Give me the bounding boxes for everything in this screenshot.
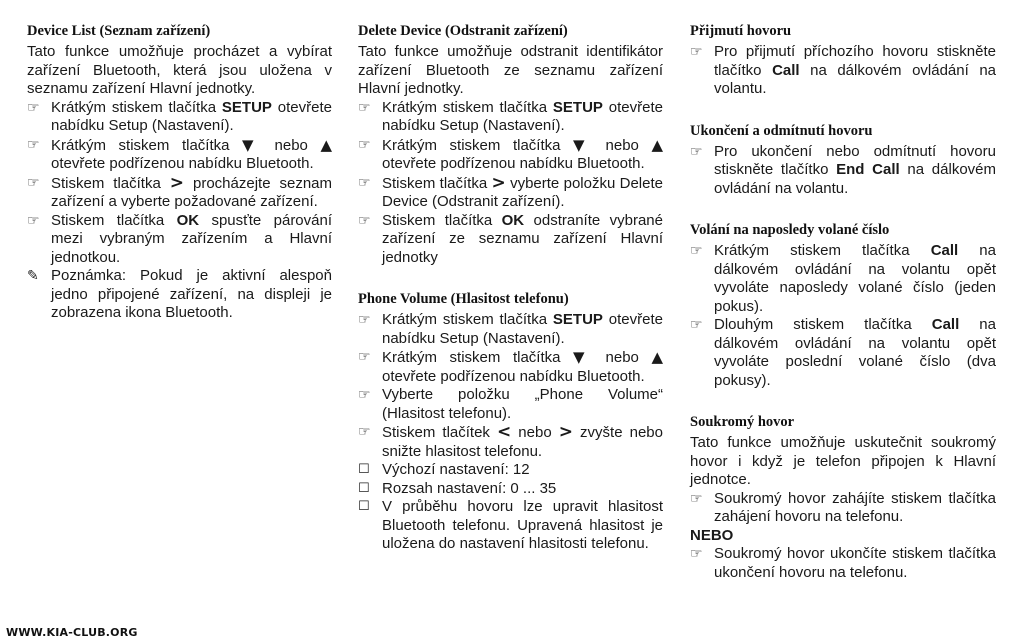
up-arrow-icon: ▲ — [651, 348, 663, 366]
pointing-hand-icon: ☞ — [690, 546, 703, 562]
end-call-key-label: End Call — [836, 161, 900, 178]
list-item: ☞ Dlouhým stiskem tlačítka Call na dálkovém ovládání na volantu opět vyvoláte poslední volané číslo (dva pokusy). — [690, 316, 996, 389]
list-item: ☞ Krátkým stiskem tlačítka SETUP otevřete nabídku Setup (Nastavení). — [27, 98, 332, 134]
column-1 — [27, 0, 332, 323]
list-item: ☞ Stiskem tlačítka OK odstraníte vybrané zařízení ze seznamu zařízení Hlavní jednotky — [358, 211, 663, 266]
list-item: ☞ Soukromý hovor ukončíte stiskem tlačítka ukončení hovoru na telefonu. — [690, 545, 996, 581]
checkbox-item: ☐ Rozsah nastavení: 0 ... 35 — [358, 479, 557, 497]
pointing-hand-icon: ☞ — [358, 99, 371, 116]
down-arrow-icon: ▼ — [573, 348, 593, 366]
list-item: ☞ Krátkým stiskem tlačítka Call na dálkovém ovládání na volantu opět vyvoláte naposledy volané číslo (jeden pokus). — [690, 242, 996, 315]
call-key-label: Call — [930, 242, 959, 259]
list-item: ☞ Vyberte položku „Phone Volume“ (Hlasitost telefonu). — [358, 386, 663, 422]
setup-key-label: SETUP — [552, 311, 603, 328]
pointing-hand-icon: ☞ — [690, 243, 703, 259]
or-label: NEBO — [690, 526, 734, 544]
down-arrow-icon: ▼ — [242, 135, 262, 154]
pointing-hand-icon: ☞ — [358, 174, 371, 191]
private-call-intro: Tato funkce umožňuje uskutečnit soukromý hovor i když je telefon připojen k Hlavní jednotce. — [690, 434, 996, 488]
device-list-intro: Tato funkce umožňuje procházet a vybírat zařízení Bluetooth, která jsou uložena v seznamu zařízení Hlavní jednotky. — [27, 43, 332, 97]
column-2 — [358, 0, 663, 554]
list-item: ☞ Stiskem tlačítka OK spusťte párování mezi vybraným zařízením a Hlavní jednotkou. — [27, 211, 333, 266]
delete-device-intro: Tato funkce umožňuje odstranit identifikátor zařízení Bluetooth ze seznamu zařízení Hlavní jednotky. — [358, 43, 663, 97]
pointing-hand-icon: ☞ — [358, 136, 371, 153]
list-item: ☞ Stiskem tlačítka > vyberte položku Delete Device (Odstranit zařízení). — [358, 172, 663, 210]
setup-key-label: SETUP — [221, 98, 272, 116]
list-item: ☞ Krátkým stiskem tlačítka ▼ nebo ▲ otevřete podřízenou nabídku Bluetooth. — [358, 135, 663, 172]
down-arrow-icon: ▼ — [573, 135, 593, 154]
section-heading-device-list: Device List (Seznam zařízení) — [27, 23, 211, 39]
section-heading-private-call: Soukromý hovor — [690, 414, 795, 430]
pointing-hand-icon: ☞ — [27, 212, 40, 229]
right-arrow-icon: > — [491, 172, 506, 193]
call-key-label: Call — [772, 61, 800, 79]
list-item: ☞ Pro ukončení nebo odmítnutí hovoru stiskněte tlačítko End Call na dálkovém ovládání na volantu. — [690, 142, 997, 197]
pointing-hand-icon: ☞ — [358, 312, 371, 328]
right-arrow-icon: > — [169, 172, 185, 193]
setup-key-label: SETUP — [552, 98, 603, 116]
pointing-hand-icon: ☞ — [358, 212, 371, 229]
pencil-icon: ✎ — [27, 268, 39, 284]
pointing-hand-icon: ☞ — [690, 317, 703, 333]
pointing-hand-icon: ☞ — [358, 349, 371, 365]
list-item: ☞ Krátkým stiskem tlačítka SETUP otevřete nabídku Setup (Nastavení). — [358, 311, 663, 347]
section-heading-phone-volume: Phone Volume (Hlasitost telefonu) — [358, 291, 569, 307]
pointing-hand-icon: ☞ — [690, 490, 703, 507]
checkbox-icon: ☐ — [358, 462, 370, 477]
section-heading-delete-device: Delete Device (Odstranit zařízení) — [358, 23, 568, 39]
pointing-hand-icon: ☞ — [27, 136, 40, 153]
ok-key-label: OK — [176, 211, 200, 229]
list-item: ☞ Pro přijmutí příchozího hovoru stiskněte tlačítko Call na dálkovém ovládání na volantu. — [690, 43, 997, 97]
column-3 — [690, 0, 996, 582]
checkbox-item: ☐ V průběhu hovoru lze upravit hlasitost Bluetooth telefonu. Upravená hlasitost je uložena do nastavení hlasitosti telefonu. — [358, 498, 663, 552]
list-item: ☞ Soukromý hovor zahájíte stiskem tlačítka zahájení hovoru na telefonu. — [690, 489, 996, 525]
up-arrow-icon: ▲ — [651, 135, 663, 154]
ok-key-label: OK — [501, 211, 525, 229]
list-item: ☞ Stiskem tlačítek < nebo > zvyšte nebo snižte hlasitost telefonu. — [358, 422, 663, 460]
section-heading-redial: Volání na naposledy volané číslo — [690, 222, 890, 238]
note-item: ✎ Poznámka: Pokud je aktivní alespoň jedno připojené zařízení, na displeji je zobrazena ikona Bluetooth. — [27, 267, 332, 321]
site-watermark: WWW.KIA-CLUB.ORG — [6, 626, 138, 639]
right-arrow-icon: > — [558, 422, 573, 442]
checkbox-item: ☐ Výchozí nastavení: 12 — [358, 461, 530, 478]
list-item: ☞ Krátkým stiskem tlačítka ▼ nebo ▲ otevřete podřízenou nabídku Bluetooth. — [27, 135, 332, 172]
pointing-hand-icon: ☞ — [27, 99, 40, 116]
pointing-hand-icon: ☞ — [690, 44, 703, 60]
pointing-hand-icon: ☞ — [358, 424, 371, 440]
left-arrow-icon: < — [496, 422, 512, 442]
checkbox-icon: ☐ — [358, 480, 370, 496]
pointing-hand-icon: ☞ — [690, 143, 703, 160]
pointing-hand-icon: ☞ — [358, 387, 371, 403]
list-item: ☞ Krátkým stiskem tlačítka SETUP otevřete nabídku Setup (Nastavení). — [358, 98, 663, 134]
section-heading-answer: Přijmutí hovoru — [690, 23, 792, 39]
checkbox-icon: ☐ — [358, 499, 370, 514]
list-item: ☞ Krátkým stiskem tlačítka ▼ nebo ▲ otevřete podřízenou nabídku Bluetooth. — [358, 348, 663, 385]
pointing-hand-icon: ☞ — [27, 174, 40, 191]
section-heading-end-call: Ukončení a odmítnutí hovoru — [690, 122, 873, 139]
call-key-label: Call — [931, 316, 960, 333]
up-arrow-icon: ▲ — [320, 135, 332, 154]
list-item: ☞ Stiskem tlačítka > procházejte seznam zařízení a vyberte požadované zařízení. — [27, 172, 333, 210]
